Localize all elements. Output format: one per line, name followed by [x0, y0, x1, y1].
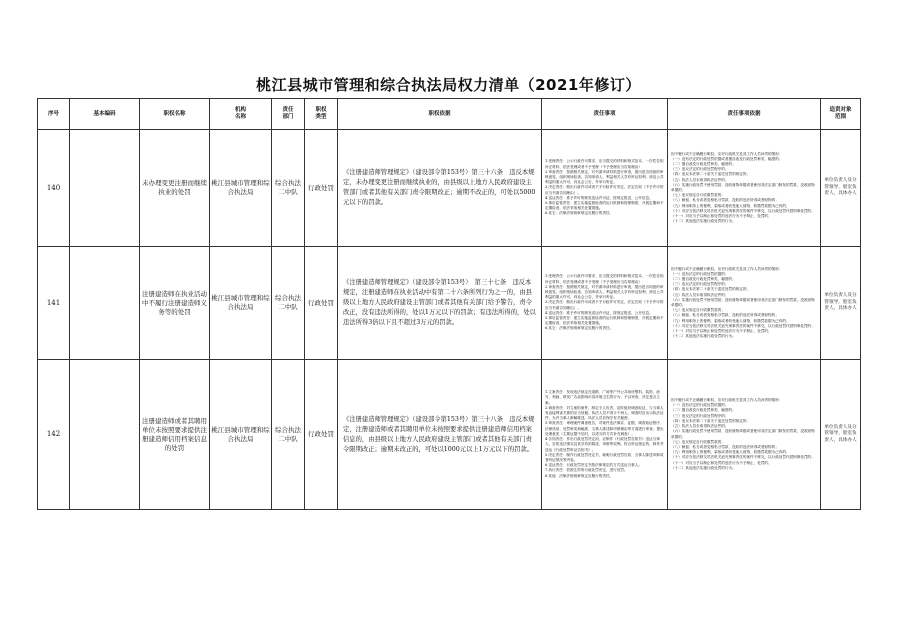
cell-code	[70, 247, 140, 360]
table-header-row	[38, 99, 861, 130]
cell-type: 行政处罚	[305, 247, 338, 360]
cell-duty-basis: 因不履行或不正确履行职权，应对行政机关及其工作人员问责的情形： （一）没有法定的行政处罚依据的； （二）擅自改变行政处罚种类、幅度的； （三）违反法定的行政处罚程序的； （四）违反本法第二十条关于委托处罚的规定的； （五）执法人员未取得执法证件的； （六）实施行政处罚不使用罚款、没收财物单据或者使用非法定部门制发的罚款、没收财物单据的； （七）违反规定自行收缴罚款的； （八）截留、私分或者变相私分罚款、没收的违法所得或者财物的； （九）利用职务上的便利，索取或者收受他人财物、收缴罚款据为己有的； （十）对应当依法移交司法机关追究刑事责任的案件不移交，以行政处罚代替刑事处罚的； （十一）对应当予以制止和处罚的违法行为不予制止、处罚的； （十二）其他违法实施行政处罚的行为。	[668, 360, 821, 510]
cell-org: 桃江县城市管理和综合执法局	[210, 360, 272, 510]
table-row	[38, 247, 861, 360]
header-basis: 职权依据	[338, 99, 542, 130]
cell-dept: 综合执法二中队	[272, 360, 305, 510]
cell-seq: 140	[38, 130, 70, 247]
header-type: 职权 类型	[305, 99, 338, 130]
header-code: 基本编码	[70, 99, 140, 130]
cell-duty-basis: 因不履行或不正确履行职权，应对行政机关及其工作人员问责的情形： （一）没有法定的行政处罚依据的； （二）擅自改变行政处罚种类、幅度的； （三）违反法定的行政处罚程序的； （四）违反本法第二十条关于委托处罚的规定的； （五）执法人员未取得执法证件的； （六）实施行政处罚不使用罚款、没收财物单据或者使用非法定部门制发的罚款、没收财物单据的； （七）违反规定自行收缴罚款的； （八）截留、私分或者变相私分罚款、没收的违法所得或者财物的； （九）利用职务上的便利，索取或者收受他人财物、收缴罚款据为己有的； （十）对应当依法移交司法机关追究刑事责任的案件不移交，以行政处罚代替刑事处罚的； （十一）对应当予以制止和处罚的违法行为不予制止、处罚的； （十二）其他违法实施行政处罚的行为。	[668, 247, 821, 360]
cell-name: 注册建造师在执业活动中不履行注册建造师义务等的处罚	[140, 247, 210, 360]
cell-seq: 141	[38, 247, 70, 360]
table-row	[38, 130, 861, 247]
cell-type: 行政处罚	[305, 360, 338, 510]
cell-duty: 1.受理责任：公示行政许可要求、应当提交的材料和格式范本、一次性告知补正材料、依法受理或者不予受理（不予受理应当告知理由） 2.审查责任：按照相关规定，对书面申请材料进行审查，提出是否同意的审核意见，组织现场检查，告知申请人、利益相关人享有听证权利；涉及公共利益的重大许可，向社会公告，并举行听证。 3.决定责任：做出行政许可或者不予行政许可决定，法定告知（不予许可的应当书面告知理由）。 4.送达责任：准予许可的制发送达许可证，按规定报送、公开信息。 5.事后监管责任：建立实施监督检查的运行机制和管理制度，开展定期和不定期检查，依法采取相关处置措施。 6.其它：法律法规规章规定应履行的责任。	[542, 130, 668, 247]
cell-type: 行政处罚	[305, 130, 338, 247]
header-dept: 责任 部门	[272, 99, 305, 130]
cell-scope: 单位负责人及分管领导，股室负责人，具体办人	[821, 360, 861, 510]
cell-scope: 单位负责人及分管领导，股室负责人，具体办人	[821, 130, 861, 247]
cell-name: 未办理变更注册而继续执业的处罚	[140, 130, 210, 247]
cell-duty: 1.立案责任：发现违法规定在道路、广场等户外公共场所塑料、装饰、涂写、刻画、散发广告品影响市容环境卫生的行为，予以审查，决定是否立案。 2.调查责任：对立案的案件，制定专人负责，及时组织调查取证，与当事人有直接利害关系的应当回避。执法人员不得少于两人，调查时应出示执法证件，允许当事人辩解陈述。执法人员应保守有关秘密。 3.审查责任：审理案件调查报告，对案件违法事实、证据、调查取证程序、法律适用、处罚种类和幅度、当事人陈述和申辩理由等方面进行审查，提出处理意见（主要证据不足时，以适当的方式补充调查）。 4.告知责任：作出行政处罚决定前，应制作《行政处罚告知书》送达当事人，告知违法事实及其享有的陈述、申辩等权利。符合听证规定的，制作并送达《行政处罚听证告知书》。 5.决定责任：制作行政处罚决定书，载明行政处罚告知、当事人陈述申辩或者听证情况等内容。 6.送达责任：行政处罚决定书按法律规定的方式送达当事人。 7.执行责任：依照生效的行政处罚决定，进行处罚。 8.其他：法律法规规章规定应履行的责任。	[542, 360, 668, 510]
page-title: 桃江县城市管理和综合执法局权力清单（2021年修订）	[256, 76, 641, 94]
cell-basis: 《注册建造师管理规定》（建设部令第153号）第三十六条 违反本规定，未办理变更注册而继续执业的，由县级以上地方人民政府建设主管部门或者其他有关部门责令限期改正；逾期不改正的，可处以5000元以下的罚款。	[338, 130, 542, 247]
power-list-table	[37, 98, 861, 510]
cell-seq: 142	[38, 360, 70, 510]
cell-basis: 《注册建造师管理规定》（建设部令第153号）第三十八条 违反本规定，注册建造师或者其聘用单位未按照要求提供注册建造师信用档案信息的，由县级以上地方人民政府建设主管部门或者其他有关部门责令限期改正；逾期未改正的，可处以1000元以上1万元以下的罚款。	[338, 360, 542, 510]
cell-org: 桃江县城市管理和综合执法局	[210, 130, 272, 247]
header-duty: 责任事项	[542, 99, 668, 130]
cell-dept: 综合执法二中队	[272, 247, 305, 360]
cell-code	[70, 360, 140, 510]
header-duty-basis: 责任事项依据	[668, 99, 821, 130]
cell-duty-basis: 因不履行或不正确履行职权，应对行政机关及其工作人员问责的情形： （一）没有法定的行政处罚依据或者擅自改变行政处罚种类、幅度的； （二）擅自改变行政处罚种类、幅度的； （三）违反法定的行政处罚程序的； （四）违反本法第二十条关于委托处罚的规定的； （五）执法人员未取得执法证件的； （六）实施行政处罚不使用罚款、没收财物单据或者使用非法定部门制发的罚款、没收财物单据的； （七）违反规定自行收缴罚款的； （八）截留、私分或者变相私分罚款、没收的违法所得或者财物的； （九）利用职务上的便利，索取或者收受他人财物、收缴罚款据为己有的； （十）对应当依法移交司法机关追究刑事责任的案件不移交，以行政处罚代替刑事处罚的； （十一）对应当予以制止和处罚的违法行为不予制止、处罚的； （十二）其他违法实施行政处罚的行为。	[668, 130, 821, 247]
cell-org: 桃江县城市管理和综合执法局	[210, 247, 272, 360]
cell-name: 注册建造师或者其聘用单位未按照要求提供注册建造师信用档案信息的处罚	[140, 360, 210, 510]
header-org: 机构 名称	[210, 99, 272, 130]
header-seq: 序号	[38, 99, 70, 130]
cell-duty: 1.受理责任：公示行政许可要求、应当提交的材料和格式范本、一次性告知补正材料、依法受理或者不予受理（不予受理应当告知理由） 2.审查责任：按照相关规定，对书面申请材料进行审查，提出是否同意的审核意见，组织现场检查，告知申请人、利益相关人享有听证权利；涉及公共利益的重大许可，向社会公告，并举行听证。 3.决定责任：做出行政许可或者不予行政许可决定，法定告知（不予许可的应当书面告知理由）。 4.送达责任：准予许可的制发送达许可证，按规定报送、公开信息。 5.事后监管责任：建立实施监督检查的运行机制和管理制度，开展定期和不定期检查，依法采取相关处置措施。 6.其它：法律法规规章规定应履行的责任。	[542, 247, 668, 360]
cell-dept: 综合执法二中队	[272, 130, 305, 247]
cell-scope: 单位负责人及分管领导，股室负责人，具体办人	[821, 247, 861, 360]
header-name: 职权名称	[140, 99, 210, 130]
cell-basis: 《注册建造师管理规定》（建设部令第153号） 第三十七条 违反本规定，注册建造师在执业活动中有第二十六条所列行为之一的，由县级以上地方人民政府建设主管部门或者其他有关部门给予警告，责令改正，没有违法所得的，处以1万元以下的罚款；有违法所得的，处以违法所得3倍以下且不超过3万元的罚款。	[338, 247, 542, 360]
header-scope: 追责对象 范围	[821, 99, 861, 130]
cell-code	[70, 130, 140, 247]
table-row	[38, 360, 861, 510]
